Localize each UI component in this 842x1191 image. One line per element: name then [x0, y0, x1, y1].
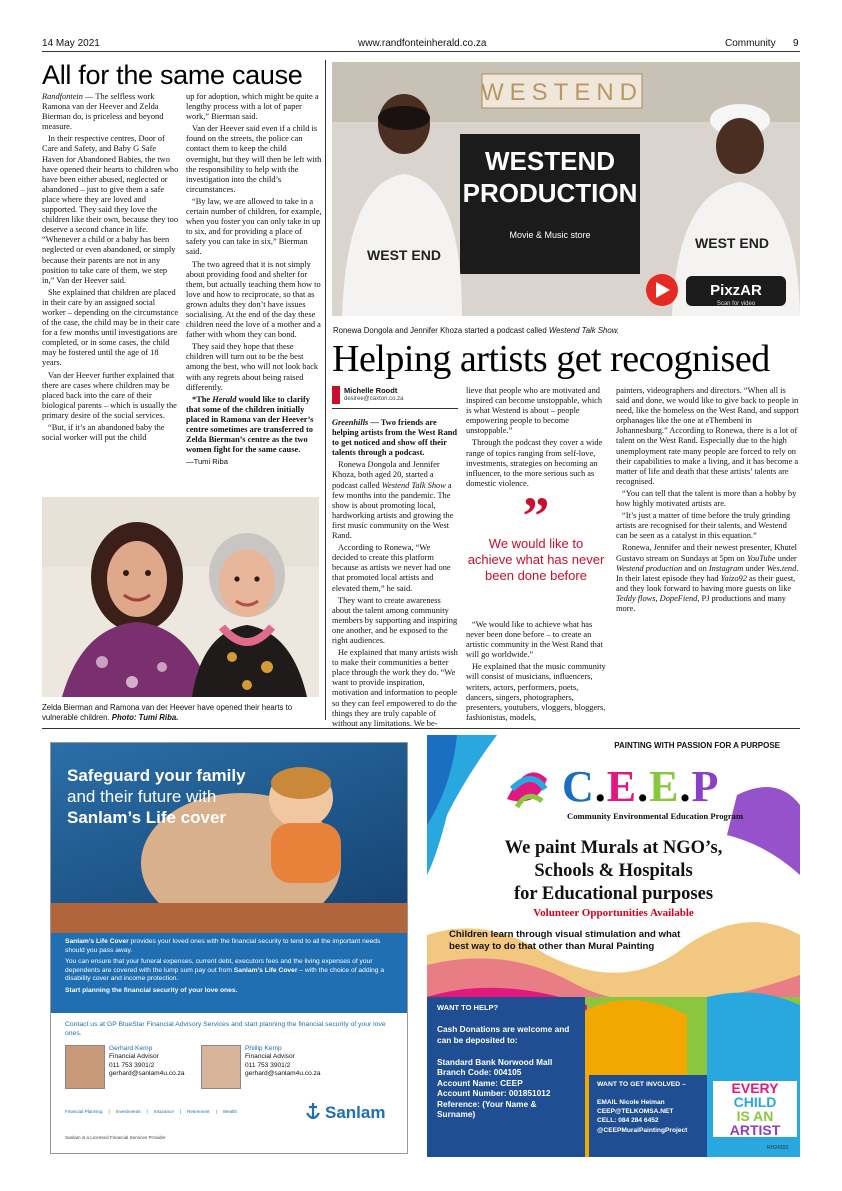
sanlam-ad[interactable] — [50, 742, 408, 1154]
paragraph: They said they hope that these children will turn out to be the best among the best, who will not look back with any regrets about being raised differently. — [186, 342, 319, 392]
contact-detail: CEEP@TELKOMSA.NET — [597, 1108, 674, 1116]
sanlam-headline-3: Sanlam’s Life cover — [67, 808, 227, 827]
sanlam-logo: Sanlam — [325, 1103, 386, 1122]
ceep-headline: We paint Murals at NGO’s, Schools & Hospitals for Educational purposes — [504, 838, 723, 904]
bank-detail: Standard Bank Norwood Mall — [437, 1057, 553, 1067]
link-separator: | — [179, 1109, 182, 1114]
svg-text:WESTEND: WESTEND — [485, 146, 615, 176]
footer-link[interactable]: Retirement — [187, 1109, 210, 1114]
link-separator: | — [215, 1109, 217, 1114]
advisor-1-details: Gerhard Kemp Financial Advisor 011 753 3901/2 gerhard@sanlam4u.co.za — [109, 1045, 185, 1078]
paragraph: up for adoption, which might be quite a lengthy process with a lot of paper work,” Bierman said. — [186, 92, 319, 122]
author-rule — [332, 408, 458, 409]
svg-text:WEST END: WEST END — [367, 247, 441, 263]
every-child-line: EVERY — [731, 1080, 779, 1096]
bank-detail: Reference: (Your Name & — [437, 1098, 537, 1109]
page-number: 9 — [793, 38, 799, 49]
logo-letter: E — [606, 762, 638, 811]
ceep-children-text: Children learn through visual stimulation and what best way to do that other than Mural Painting — [449, 929, 681, 952]
article1-photo — [42, 497, 319, 697]
article1-caption: Zelda Bierman and Ramona van der Heever have opened their hearts to vulnerable children. Photo: Tumi Riba. — [42, 703, 293, 722]
bank-detail: Account Name: CEEP — [437, 1077, 523, 1088]
advisor-2-email[interactable]: gerhard@sanlam4u.co.za — [245, 1070, 321, 1078]
ads-rule — [42, 728, 800, 729]
article1-headline: All for the same cause — [42, 60, 303, 90]
link-separator: | — [108, 1109, 110, 1114]
paragraph: Greenhills — Two friends are helping artists from the West Rand to get noticed and show off their talents through a podcast. — [332, 418, 458, 458]
paragraph: “You can tell that the talent is more than a hobby by how highly motivated artists are. — [616, 488, 797, 509]
paragraph: In their respective centres, Door of Care and Safety, and Baby G Safe Haven for Abandoned Babies, the two have opened their hearts to children who have been either abused, neglected or abandoned – just to give them a safe place where they are loved and supported. They said they love the children like their own, because they too deserve a second chance in life. “Whenever a child or a baby has been neglected or even abandoned, or simply because their parents are not in any position to take care of them, we step in,” Van der Heever said. — [42, 134, 179, 285]
column-divider — [325, 60, 326, 720]
paragraph: He explained that many artists wish to make their communities a better place through the work they do. “We want to provide inspiration, motivation and information to people so they can feel empowered to do the things they are truly capable of without any limitations. We be- — [332, 648, 458, 728]
every-child-line: CHILD — [733, 1094, 777, 1110]
article2-column-3 — [616, 386, 800, 616]
paragraph: Randfontein — The selfless work Ramona van der Heever and Zelda Bierman do, is priceless and beyond measure. — [42, 92, 164, 132]
advisor-2-photo — [201, 1045, 241, 1089]
sanlam-contact: Contact us at GP BlueStar Financial Advisory Services and start planning the financial security of your love ones. — [65, 1021, 386, 1037]
paragraph: “But, if it’s an abandoned baby the social worker will put the child — [42, 423, 165, 443]
paragraph: “By law, we are allowed to take in a certain number of children, for example, when you foster you can only take in up to six, and for providing a place of safety you can take in six,” Bierman said. — [186, 196, 322, 257]
byline: —Tumi Riba — [186, 457, 228, 467]
author-name: Michelle Roodt — [344, 386, 398, 395]
sanlam-headline-2: and their future with — [67, 787, 217, 806]
sanlam-info-panel: Sanlam’s Life Cover provides your loved ones with the financial security to tend to all the important needs should you pass away. You can ensure that your funeral expenses, current debt, executors fees and the living expenses of your dependents are covered with the lump sum pay out from Sanlam’s Life Cover – with the choice of adding a disability cover and income protection. Start planning the financial security of your love ones. — [51, 933, 407, 1013]
author-email[interactable]: desiree@caxton.co.za — [344, 396, 404, 402]
contact-detail: EMAIL Nicole Heiman — [597, 1099, 665, 1106]
ceep-volunteer: Volunteer Opportunities Available — [533, 907, 694, 919]
footer-link[interactable]: Financial Planning — [65, 1109, 103, 1114]
author-accent — [332, 386, 340, 404]
paragraph: painters, videographers and directors. “When all is said and done, we would like to give back to people in need, like the homeless on the West Rand, and support orphanages like the one at eThembeni in Johannesburg.” According to Ronewa, there is a lot of talent on the West Rand. Especially due to the high unemployment rate many people are forced to rely on their capabilities to make a living, and it has become a matter of life and death that these artists’ talents are recognised. — [616, 386, 799, 486]
article2-column-2-bottom — [466, 620, 606, 725]
sanlam-fineprint: Sanlam is a Licensed Financial Services Provider — [65, 1135, 166, 1140]
paragraph: He explained that the music community will consist of musicians, influencers, writers, actors, performers, poets, dancers, singers, photographers, presenters, youtubers, vloggers, bloggers, fashionistas, models, — [466, 662, 606, 722]
pull-quote: We would like to achieve what has never been done before — [467, 536, 605, 583]
clarification-note: *The Herald would like to clarify that some of the children initially placed in Ramona van der Heever’s centre sometimes are transferred to Zelda Bierman’s centre as the two women fight for the same cause. — [186, 394, 314, 455]
paragraph: She explained that children are placed in their care by an assigned social worker – depending on the circumstance of the case, the child may be in their care for a few months until investigations are completed, or in some cases, the child may be fostered until the age of 18 years. — [42, 287, 180, 368]
paragraph: Ronewa, Jennifer and their newest presenter, Khutel Gustavo stream on Sundays at 5pm on YouTube under Westend production and on Instagram under Wes.tend. In their latest episode they had Yaizo92 as their guest, and they look forward to having more guests on like Teddy flows, DopeFiend, PJ productions and many more. — [616, 543, 799, 613]
logo-letter: P — [691, 762, 720, 811]
advisor-1-email[interactable]: gerhard@sanlam4u.co.za — [109, 1070, 185, 1078]
contact-detail: CELL: 084 284 6452 — [597, 1117, 659, 1125]
bank-detail: Surname) — [437, 1109, 476, 1120]
ceep-program-name: Community Environmental Education Program — [567, 811, 744, 821]
ceep-contact-panel: WANT TO GET INVOLVED – EMAIL Nicole Heiman CEEP@TELKOMSA.NET CELL: 084 284 6452 @CEEPMuralPaintingProject — [589, 1075, 707, 1157]
sanlam-anchor-icon — [303, 1101, 323, 1123]
pixzar-logo: PixzAR — [710, 282, 762, 299]
photo-banner-text: WESTEND — [481, 79, 643, 106]
paragraph: Van der Heever said even if a child is found on the streets, the police can contact them to keep the child overnight, but they will then be left with the responsibility to help with the investigation into the child’s circumstances. — [186, 124, 322, 194]
paragraph: “It’s just a matter of time before the truly grinding artists are recognised for their talents, and Westend can be seen as a catalyst in this equation.” — [616, 511, 791, 541]
bank-detail: Account Number: 001851012 — [437, 1088, 551, 1099]
bank-detail: Branch Code: 004105 — [437, 1067, 522, 1078]
svg-text:PRODUCTION: PRODUCTION — [462, 178, 638, 208]
contact-detail: @CEEPMuralPaintingProject — [597, 1126, 688, 1134]
svg-text:Movie & Music store: Movie & Music store — [509, 230, 591, 240]
ceep-logo — [562, 761, 719, 812]
ceep-donation-panel: WANT TO HELP? Cash Donations are welcome and can be deposited to: Standard Bank Norwood Mall Branch Code: 004105 Account Name: CEEP Account Number: 001851012 Reference: (Your Name & Surname) — [427, 997, 585, 1157]
logo-letter: . — [679, 762, 692, 811]
paragraph: lieve that people who are motivated and inspired can become unstoppable, which is what Westend is about – people empowering people to become unstoppable.” — [466, 386, 603, 436]
ceep-tagline: PAINTING WITH PASSION FOR A PURPOSE — [614, 741, 780, 750]
link-separator: | — [146, 1109, 148, 1114]
paragraph: Ronewa Dongola and Jennifer Khoza, both aged 20, started a podcast called Westend Talk Show a few months into the pandemic. The show is about promoting local, hardworking artists and growing the first music community on the West Rand. — [332, 460, 454, 541]
sanlam-footer-links — [65, 1109, 243, 1114]
ceep-ad[interactable] — [427, 735, 800, 1157]
every-child-line: ARTIST — [729, 1122, 781, 1138]
article2-column-2-top — [466, 386, 606, 491]
paragraph: Through the podcast they cover a wide range of topics ranging from self-love, investments, strategies on becoming an influencer, to the more serious such as domestic violence. — [466, 438, 603, 488]
article1-column-1 — [42, 92, 180, 445]
logo-letter: . — [637, 762, 650, 811]
footer-link[interactable]: Wealth — [222, 1109, 237, 1114]
svg-text:Scan for video: Scan for video — [716, 301, 756, 307]
svg-text:WEST END: WEST END — [695, 235, 769, 251]
ad-code: RH24303 — [767, 1145, 789, 1151]
website-link[interactable]: www.randfonteinherald.co.za — [358, 38, 487, 49]
issue-date: 14 May 2021 — [42, 38, 100, 49]
paragraph: They want to create awareness about the talent among community members by supporting and inspiring one another, and be exposed to the right audiences. — [332, 595, 458, 645]
every-child-logo — [713, 1081, 797, 1137]
logo-letter: C — [562, 762, 595, 811]
section-name: Community — [725, 38, 776, 49]
ceep-swirl-icon — [497, 759, 557, 819]
article2-headline: Helping artists get recognised — [332, 338, 770, 380]
article2-column-1 — [332, 418, 458, 731]
article2-photo — [332, 62, 800, 316]
header-rule — [42, 51, 800, 52]
pull-quote-box — [466, 486, 606, 584]
article1-column-2 — [186, 92, 322, 469]
every-child-line: IS AN — [736, 1108, 774, 1124]
paragraph: According to Ronewa, “We decided to create this platform because as artists we never had one that promoted local artists and elevated them,” he said. — [332, 543, 451, 593]
advisor-2-details: Phillip Kemp Financial Advisor 011 753 3901/2 gerhard@sanlam4u.co.za — [245, 1045, 321, 1078]
quote-mark-icon: ” — [522, 486, 550, 546]
footer-link[interactable]: Insurance — [153, 1109, 174, 1114]
article2-caption: Ronewa Dongola and Jennifer Khoza started a podcast called Westend Talk Show. — [333, 326, 620, 335]
footer-link[interactable]: Investments — [115, 1109, 141, 1114]
paragraph: The two agreed that it is not simply about providing food and shelter for them, but actually teaching them how to love and how to reciprocate, so that as grown adults they don’t have issues socialising. At the end of the day these children need the love of a mother and a father with whom they can bond. — [186, 259, 321, 340]
paragraph: Van der Heever further explained that there are cases where children may be placed back into the care of their biological parents – which is usually the primary desire of the social services. — [42, 370, 177, 420]
logo-letter: . — [594, 762, 607, 811]
sanlam-headline-1: Safeguard your family — [67, 766, 246, 785]
advisor-1-photo — [65, 1045, 105, 1089]
paragraph: “We would like to achieve what has never been done before – to create an artistic community in the West Rand that will go worldwide.” — [466, 620, 603, 660]
logo-letter: E — [649, 762, 680, 811]
